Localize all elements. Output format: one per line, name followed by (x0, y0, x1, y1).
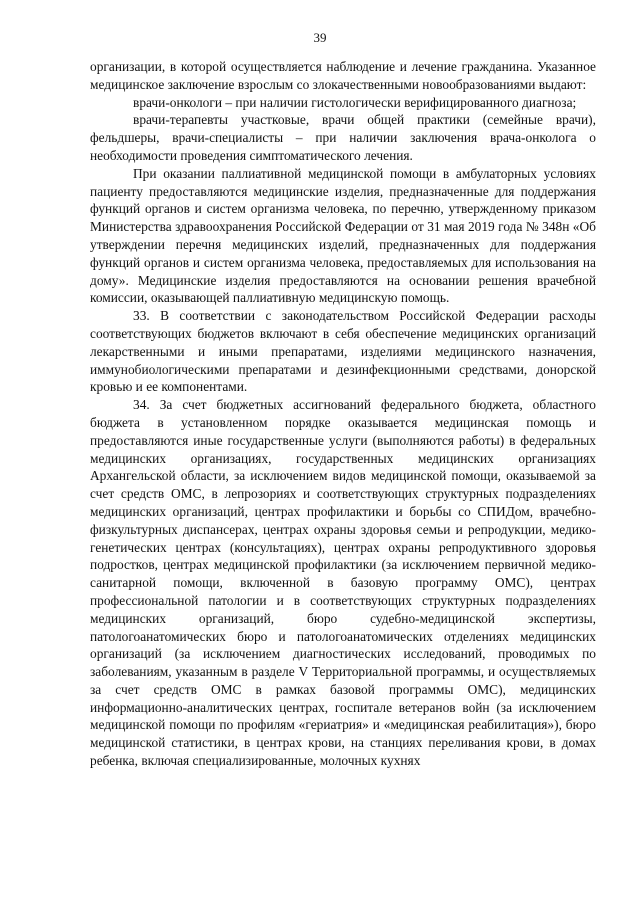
paragraph-continuation: организации, в которой осуществляется наблюдение и лечение гражданина. Указанное медицинское заключение взрослым со злокачественными новообразованиями выдают: (90, 59, 596, 92)
paragraph-item-34: 34. За счет бюджетных ассигнований федерального бюджета, областного бюджета в установленном порядке оказывается медицинская помощь и предоставляются иные государственные услуги (выполняются работы) в федеральных медицинских организациях, государственных медицинских организациях Архангельской области, за исключением видов медицинской помощи, оказываемой за счет средств ОМС, в лепрозориях и соответствующих структурных подразделениях медицинских организаций, центрах профилактики и борьбы со СПИДом, врачебно-физкультурных диспансерах, центрах охраны здоровья семьи и репродукции, медико-генетических центрах (консультациях), центрах охраны репродуктивного здоровья подростков, центрах медицинской профилактики (за исключением первичной медико-санитарной помощи, включенной в базовую программу ОМС), центрах профессиональной патологии и в соответствующих структурных подразделениях медицинских организаций, бюро судебно-медицинской экспертизы, патологоанатомических бюро и патологоанатомических отделениях медицинских организаций (за исключением диагностических исследований, проводимых по заболеваниям, указанным в разделе V Территориальной программы, и осуществляемых за счет средств ОМС в рамках базовой программы ОМС), медицинских информационно-аналитических центрах, госпитале ветеранов войн (за исключением медицинской помощи по профилям «гериатрия» и «медицинская реабилитация»), бюро медицинской статистики, в центрах крови, на станциях переливания крови, в домах ребенка, включая специализированные, молочных кухнях (90, 397, 596, 769)
paragraph-palliative-care: При оказании паллиативной медицинской помощи в амбулаторных условиях пациенту предоставляются медицинские изделия, предназначенные для поддержания функций органов и систем организма человека, по перечню, утвержденному приказом Министерства здравоохранения Российской Федерации от 31 мая 2019 года № 348н «Об утверждении перечня медицинских изделий, предназначенных для поддержания функций органов и систем организма человека, предоставляемых для использования на дому». Медицинские изделия предоставляются на основании решения врачебной комиссии, оказывающей паллиативную медицинскую помощь. (90, 165, 596, 306)
paragraph-therapists: врачи-терапевты участковые, врачи общей практики (семейные врачи), фельдшеры, врачи-специалисты – при наличии заключения врача-онколога о необходимости проведения симптоматического лечения. (90, 112, 596, 163)
paragraph-oncologists: врачи-онкологи – при наличии гистологически верифицированного диагноза; (133, 94, 577, 110)
paragraph-item-33: 33. В соответствии с законодательством Российской Федерации расходы соответствующих бюджетов включают в себя обеспечение медицинских организаций лекарственными и иными препаратами, изделиями медицинского назначения, иммунобиологическими препаратами и дезинфекционными средствами, донорской кровью и ее компонентами. (90, 308, 596, 395)
page-number: 39 (313, 30, 327, 45)
document-body (90, 58, 596, 770)
